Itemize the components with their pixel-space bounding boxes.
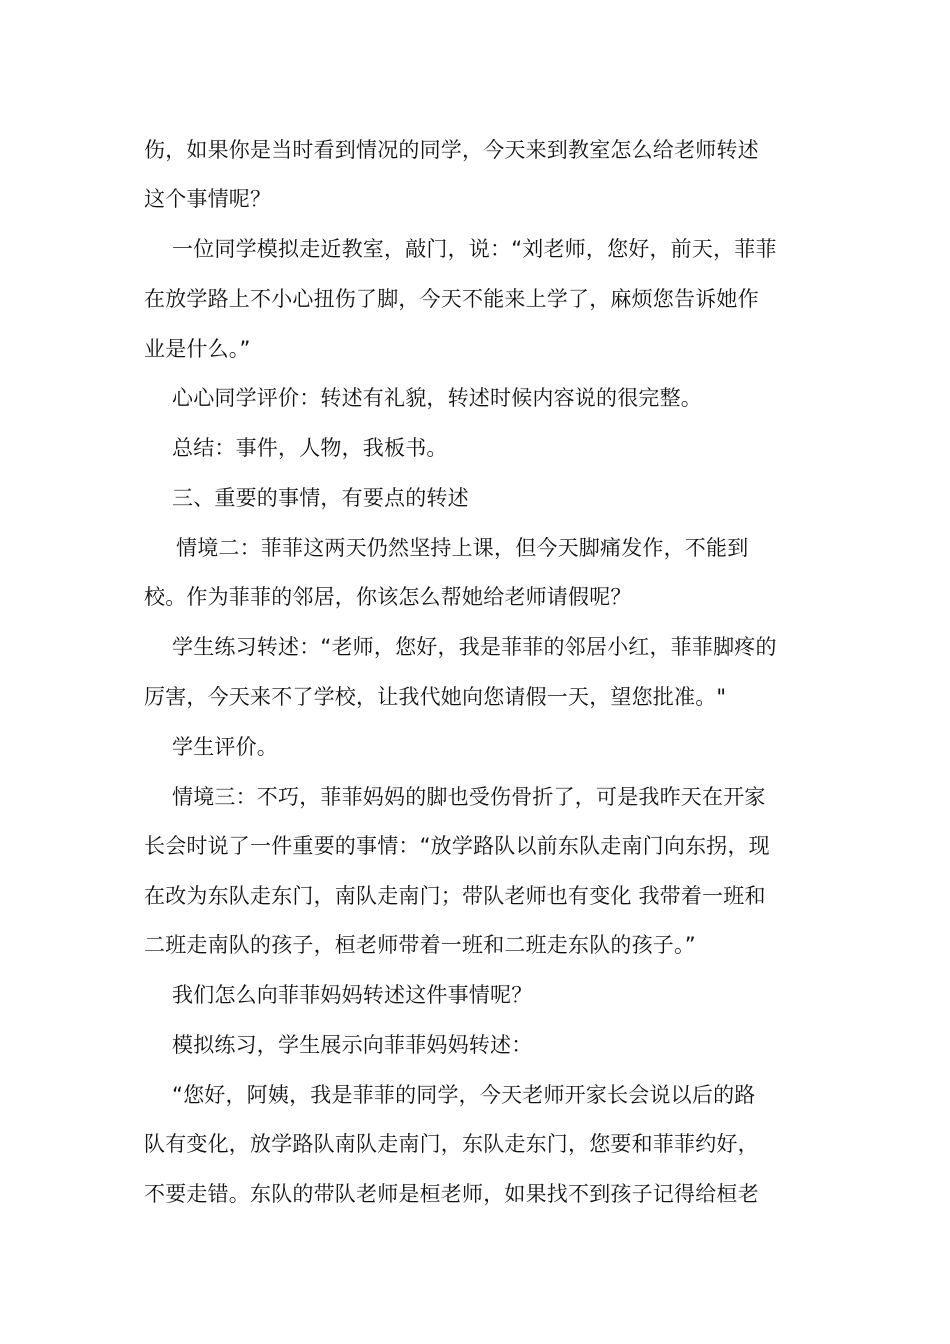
paragraph-line: 二班走南队的孩子，桓老师带着一班和二班走东队的孩子。” [144,933,696,957]
paragraph-line: 总结：事件，人物，我板书。 [172,436,448,460]
paragraph-line: 业是什么。” [144,337,251,361]
paragraph-line: 情境二：菲菲这两天仍然坚持上课，但今天脚痛发作，不能到 [176,536,749,560]
paragraph-line: 学生练习转述：“老师，您好，我是菲菲的邻居小红，菲菲脚疼的 [172,635,777,659]
paragraph-line: 情境三：不巧，菲菲妈妈的脚也受伤骨折了，可是我昨天在开家 [172,785,766,809]
paragraph-line: 厉害，今天来不了学校，让我代她向您请假一天，望您批准。" [144,685,727,709]
paragraph-line: 在放学路上不小心扭伤了脚，今天不能来上学了，麻烦您告诉她作 [144,287,759,311]
paragraph-line: 心心同学评价：转述有礼貌，转述时候内容说的很完整。 [172,386,702,410]
paragraph-line: 一位同学模拟走近教室，敲门，说：“刘老师，您好，前天，菲菲 [172,237,777,261]
paragraph-line: 学生评价。 [172,735,278,759]
paragraph-line: 校。作为菲菲的邻居，你该怎么帮她给老师请假呢？ [144,585,632,609]
paragraph-line: 伤，如果你是当时看到情况的同学，今天来到教室怎么给老师转述 [144,138,759,162]
paragraph-line: 队有变化，放学路队南队走南门，东队走东门，您要和菲菲约好， [144,1132,759,1156]
paragraph-line: 长会时说了一件重要的事情：“放学路队以前东队走南门向东拐，现 [144,834,770,858]
paragraph-line: 不要走错。东队的带队老师是桓老师，如果找不到孩子记得给桓老 [144,1182,759,1206]
paragraph-line: 我们怎么向菲菲妈妈转述这件事情呢？ [172,983,533,1007]
paragraph-line: “您好，阿姨，我是菲菲的同学，今天老师开家长会说以后的路 [172,1083,756,1107]
paragraph-line: 在改为东队走东门，南队走南门；带队老师也有变化 我带着一班和 [144,884,766,908]
section-heading: 三、重要的事情，有要点的转述 [172,486,469,510]
paragraph-line: 这个事情呢？ [144,187,272,211]
paragraph-line: 模拟练习，学生展示向菲菲妈妈转述： [172,1033,533,1057]
